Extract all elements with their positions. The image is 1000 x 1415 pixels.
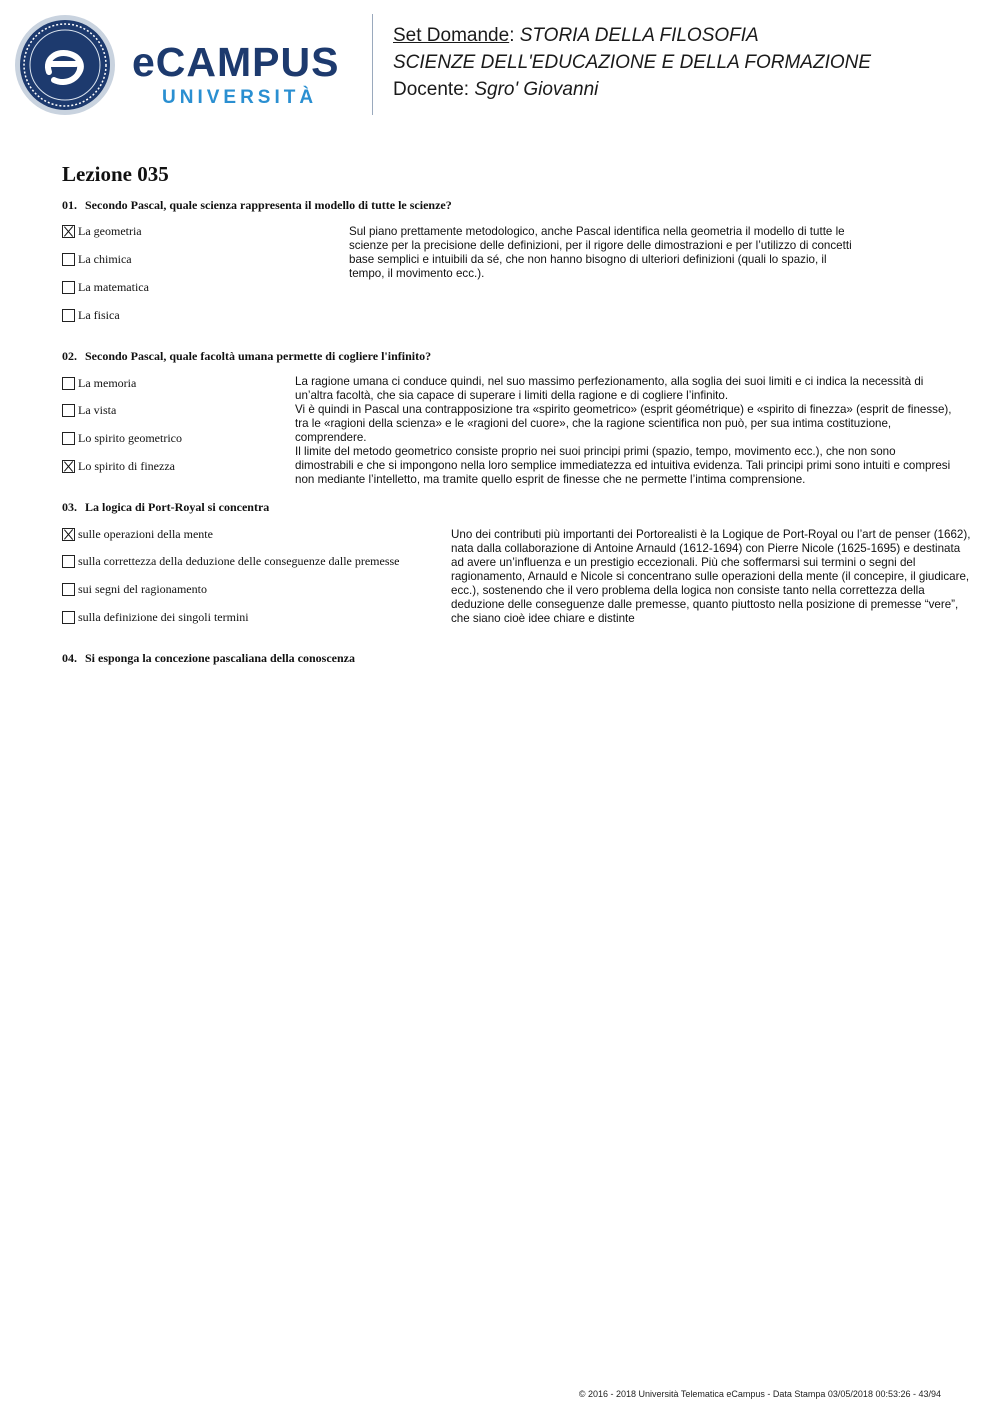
lesson-title: Lezione 035 — [62, 162, 169, 186]
checkbox[interactable] — [62, 404, 75, 417]
brand-wordmark — [132, 39, 340, 109]
checkbox[interactable] — [62, 583, 75, 596]
answer-option[interactable] — [62, 280, 149, 295]
answer-option[interactable] — [62, 610, 249, 625]
ecampus-seal-logo — [14, 14, 116, 121]
explanation-paragraph: Il limite del metodo geometrico consiste proprio nei suoi principi primi (spazio, tempo, movimento ecc.), che non sono dimostrabili e che si impongono nella loro semplice immediatezza ed intuitiva evidenza. Tali principi primi sono intuiti e compresi non mediante l’intelletto, ma tramite quello esprit de finesse che ne permette l’intima comprensione. — [295, 445, 951, 486]
option-label: La matematica — [78, 280, 149, 294]
answer-option[interactable] — [62, 376, 136, 391]
checkbox-checked[interactable] — [62, 528, 75, 541]
question-text: La logica di Port-Royal si concentra — [85, 500, 270, 514]
question-text: Si esponga la concezione pascaliana della conoscenza — [85, 651, 355, 665]
answer-explanation — [295, 375, 955, 487]
answer-option[interactable] — [62, 308, 120, 323]
answer-option[interactable] — [62, 527, 213, 542]
answer-option[interactable] — [62, 431, 182, 446]
explanation-paragraph: La ragione umana ci conduce quindi, nel suo massimo perfezionamento, alla soglia dei suoi limiti e ci indica la necessità di un’altra facoltà, che sia capace di superare i limiti della ragione e di cogliere l’infinito. — [295, 375, 924, 402]
question-title — [62, 651, 355, 666]
question-number: 02. — [62, 349, 77, 363]
page-footer: © 2016 - 2018 Università Telematica eCampus - Data Stampa 03/05/2018 00:53:26 - 43/94 — [578, 1389, 941, 1399]
teacher-label: Docente: — [393, 79, 470, 100]
question-text: Secondo Pascal, quale scienza rappresenta il modello di tutte le scienze? — [85, 198, 452, 212]
option-label: La vista — [78, 403, 117, 417]
option-label: Lo spirito geometrico — [78, 431, 182, 445]
question-number: 04. — [62, 651, 77, 665]
brand-subtitle: UNIVERSITÀ — [162, 87, 318, 108]
option-label: La fisica — [78, 308, 120, 322]
answer-option[interactable] — [62, 582, 207, 597]
set-label: Set Domande — [393, 25, 510, 46]
answer-option[interactable] — [62, 252, 132, 267]
option-label: La geometria — [78, 224, 142, 238]
checkbox[interactable] — [62, 432, 75, 445]
checkbox[interactable] — [62, 309, 75, 322]
brand-name: eCAMPUS — [132, 39, 340, 85]
question-title — [62, 500, 269, 515]
option-label: La chimica — [78, 252, 132, 266]
checkbox[interactable] — [62, 281, 75, 294]
question-title — [62, 349, 431, 364]
question-text: Secondo Pascal, quale facoltà umana permette di cogliere l'infinito? — [85, 349, 432, 363]
explanation-paragraph: Uno dei contributi più importanti dei Portorealisti è la Logique de Port-Royal ou l’art de penser (1662), nata dalla collaborazione di Antoine Arnauld (1612-1694) con Pierre Nicole (1625-1695) e destinata ad avere un’influenza e un prestigio eccezionali. Più che soffermarsi sui termini o segni del ragionamento, Arnauld e Nicole si concentrano sulle operazioni della mente (il concepire, il giudicare, ecc.), sostenendo che il vero problema della logica non consiste tanto nella correttezza della deduzione delle conseguenze dalle premesse, quanto piuttosto nella posizione di premesse “vere”, che siano cioè idee chiare e distinte — [451, 528, 971, 625]
question-number: 01. — [62, 198, 77, 212]
question-title — [62, 198, 452, 213]
checkbox[interactable] — [62, 555, 75, 568]
checkbox[interactable] — [62, 377, 75, 390]
option-label: sui segni del ragionamento — [78, 582, 207, 596]
option-label: sulla correttezza della deduzione delle conseguenze dalle premesse — [78, 554, 400, 568]
option-label: La memoria — [78, 376, 137, 390]
header-divider — [372, 14, 373, 115]
teacher-name: Sgro' Giovanni — [474, 79, 599, 100]
explanation-paragraph: Vi è quindi in Pascal una contrapposizione tra «spirito geometrico» (esprit géométrique) e «spirito di finezza» (esprit de finesse), tra le «ragioni della scienza» e le «ragioni del cuore», che la ragione scientifica non può, per sua intima costituzione, comprendere. — [295, 403, 952, 444]
answer-explanation — [349, 225, 854, 281]
question-number: 03. — [62, 500, 77, 514]
explanation-paragraph: Sul piano prettamente metodologico, anche Pascal identifica nella geometria il modello di tutte le scienze per la precisione delle definizioni, per il rigore delle dimostrazioni e per l’utilizzo di concetti base semplici e intuibili da sé, che non hanno bisogno di ulteriori definizioni (quali lo spazio, il tempo, il movimento ecc.). — [349, 225, 852, 280]
page-header — [0, 0, 1000, 130]
header-info: Set Domande: STORIA DELLA FILOSOFIA SCIENZE DELL'EDUCAZIONE E DELLA FORMAZIONE Docente: Sgro' Giovanni — [393, 25, 872, 100]
answer-option[interactable] — [62, 554, 400, 569]
answer-option[interactable] — [62, 403, 116, 418]
checkbox[interactable] — [62, 611, 75, 624]
checkbox-checked[interactable] — [62, 225, 75, 238]
faculty-name: SCIENZE DELL'EDUCAZIONE E DELLA FORMAZIONE — [393, 52, 872, 73]
answer-option[interactable] — [62, 224, 142, 239]
option-label: sulla definizione dei singoli termini — [78, 610, 249, 624]
checkbox-checked[interactable] — [62, 460, 75, 473]
option-label: Lo spirito di finezza — [78, 459, 175, 473]
checkbox[interactable] — [62, 253, 75, 266]
answer-explanation — [451, 528, 974, 626]
option-label: sulle operazioni della mente — [78, 527, 213, 541]
answer-option[interactable] — [62, 459, 175, 474]
course-title: STORIA DELLA FILOSOFIA — [519, 25, 759, 46]
